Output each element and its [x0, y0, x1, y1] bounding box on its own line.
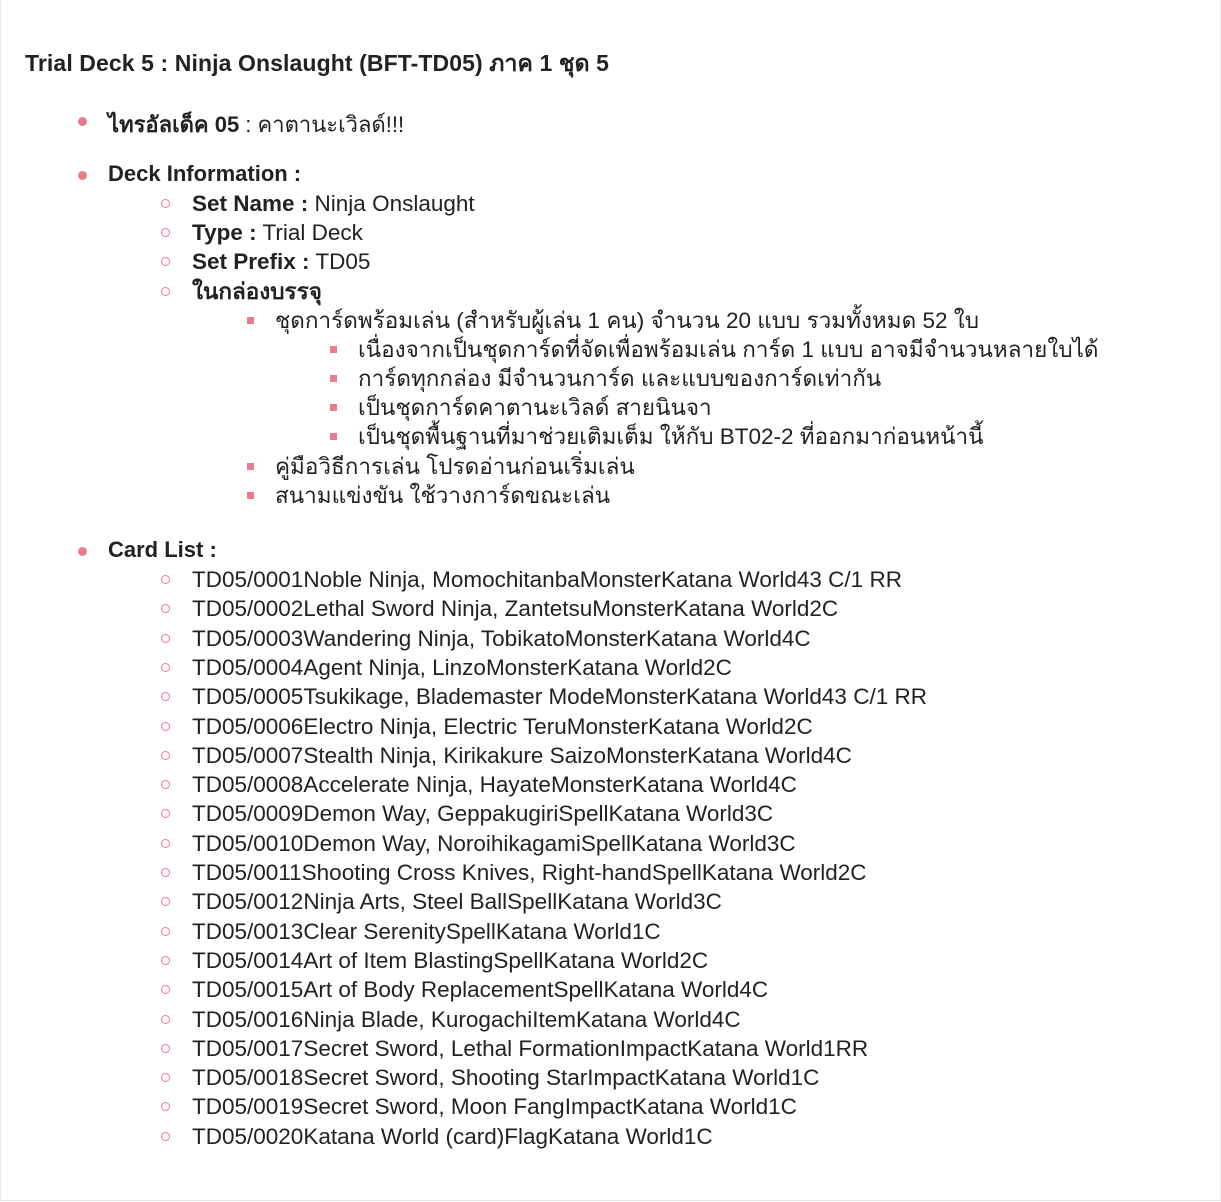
card-list-entry: TD05/0014Art of Item BlastingSpellKatana World2C: [192, 946, 708, 975]
card-list-entry: TD05/0013Clear SerenitySpellKatana World1C: [192, 917, 661, 946]
card-list-entry: TD05/0012Ninja Arts, Steel BallSpellKatana World3C: [192, 887, 722, 916]
card-list-heading: Card List :: [108, 537, 217, 562]
deck-note: การ์ดทุกกล่อง มีจำนวนการ์ด และแบบของการ์ดเท่ากัน: [358, 364, 881, 393]
card-list-entry: TD05/0010Demon Way, NoroihikagamiSpellKatana World3C: [192, 829, 796, 858]
card-list-item: [108, 537, 217, 563]
type-value: Trial Deck: [256, 220, 363, 245]
set-prefix-row: [192, 247, 370, 276]
set-name-label: Set Name :: [192, 191, 309, 216]
set-prefix-label: Set Prefix :: [192, 249, 310, 274]
card-list-entry: TD05/0018Secret Sword, Shooting StarImpactKatana World1C: [192, 1063, 819, 1092]
card-list-entry: TD05/0003Wandering Ninja, TobikatoMonsterKatana World4C: [192, 624, 811, 653]
trial-deck-label: ไทรอัลเด็ค 05: [108, 112, 240, 137]
page-title: Trial Deck 5 : Ninja Onslaught (BFT-TD05) ภาค 1 ชุด 5: [25, 50, 610, 76]
box-contents-row: [192, 277, 322, 306]
card-list-entry: TD05/0019Secret Sword, Moon FangImpactKatana World1C: [192, 1092, 797, 1121]
card-list-entry: TD05/0004Agent Ninja, LinzoMonsterKatana World2C: [192, 653, 732, 682]
card-list-entry: TD05/0009Demon Way, GeppakugiriSpellKatana World3C: [192, 799, 773, 828]
card-list-entry: TD05/0001Noble Ninja, MomochitanbaMonsterKatana World43 C/1 RR: [192, 565, 902, 594]
set-prefix-value: TD05: [309, 249, 371, 274]
card-list-entry: TD05/0006Electro Ninja, Electric TeruMonsterKatana World2C: [192, 712, 813, 741]
card-list-entry: TD05/0007Stealth Ninja, Kirikakure SaizoMonsterKatana World4C: [192, 741, 852, 770]
card-list-entry: TD05/0020Katana World (card)FlagKatana World1C: [192, 1122, 713, 1151]
deck-note: เป็นชุดการ์ดคาตานะเวิลด์ สายนินจา: [358, 393, 712, 422]
card-list-entry: TD05/0002Lethal Sword Ninja, ZantetsuMonsterKatana World2C: [192, 594, 838, 623]
card-list-entry: TD05/0017Secret Sword, Lethal FormationImpactKatana World1RR: [192, 1034, 868, 1063]
card-list-entry: TD05/0008Accelerate Ninja, HayateMonsterKatana World4C: [192, 770, 797, 799]
deck-information-item: [108, 161, 301, 187]
deck-note: เป็นชุดพื้นฐานที่มาช่วยเติมเต็ม ให้กับ BT02-2 ที่ออกมาก่อนหน้านี้: [358, 422, 984, 451]
deck-information-heading: Deck Information :: [108, 161, 302, 186]
type-row: [192, 218, 363, 247]
trial-deck-value: : คาตานะเวิลด์!!!: [239, 112, 405, 137]
box-item: สนามแข่งขัน ใช้วางการ์ดขณะเล่น: [275, 481, 610, 510]
box-item: คู่มือวิธีการเล่น โปรดอ่านก่อนเริ่มเล่น: [275, 452, 635, 481]
set-name-value: Ninja Onslaught: [308, 191, 475, 216]
card-list-entry: TD05/0005Tsukikage, Blademaster ModeMonsterKatana World43 C/1 RR: [192, 682, 927, 711]
card-list-entry: TD05/0016Ninja Blade, KurogachiItemKatana World4C: [192, 1005, 741, 1034]
card-list-entry: TD05/0011Shooting Cross Knives, Right-handSpellKatana World2C: [192, 858, 867, 887]
type-label: Type :: [192, 220, 257, 245]
box-contents-label: ในกล่องบรรจุ: [192, 279, 322, 304]
deck-note: เนื่องจากเป็นชุดการ์ดที่จัดเพื่อพร้อมเล่น การ์ด 1 แบบ อาจมีจำนวนหลายใบได้: [358, 335, 1099, 364]
set-name-row: [192, 189, 475, 218]
trial-deck-item: [108, 107, 404, 142]
card-list-entry: TD05/0015Art of Body ReplacementSpellKatana World4C: [192, 975, 768, 1004]
box-item: ชุดการ์ดพร้อมเล่น (สำหรับผู้เล่น 1 คน) จำนวน 20 แบบ รวมทั้งหมด 52 ใบ: [275, 306, 979, 335]
